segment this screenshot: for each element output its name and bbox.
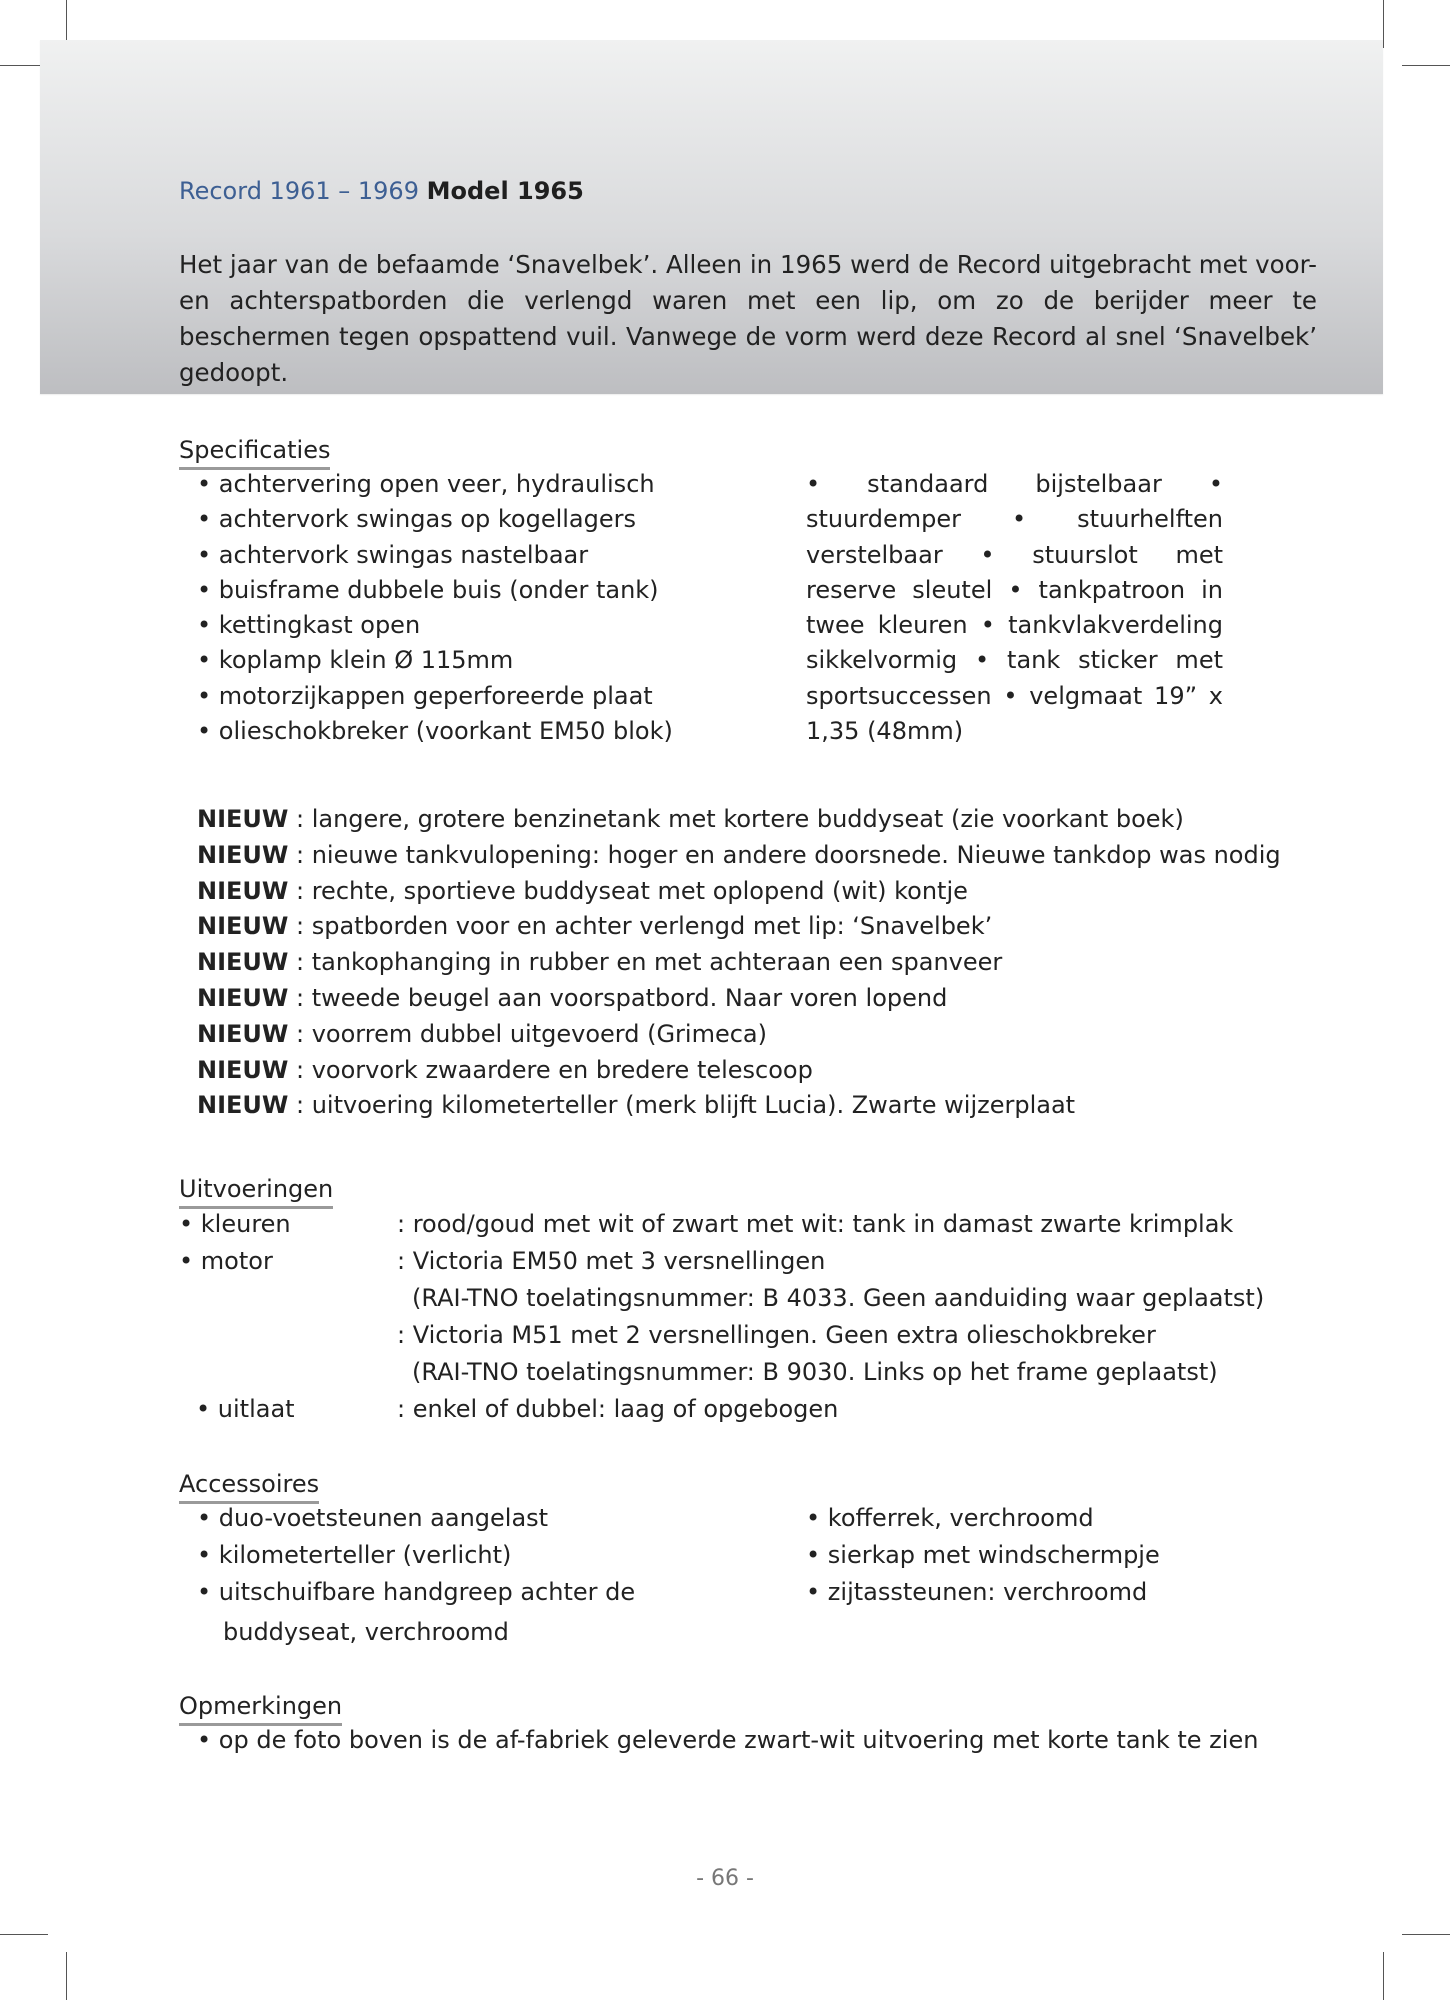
list-item: NIEUW : nieuwe tankvulopening: hoger en andere doorsnede. Nieuwe tankdop was nodig [197,840,1281,869]
intro-paragraph: Het jaar van de befaamde ‘Snavelbek’. Alleen in 1965 werd de Record uitgebracht met voor- en achterspatborden die verlengd waren met een lip, om zo de berijder meer te beschermen tegen opspattend vuil. Vanwege de vorm werd deze Record al snel ‘Snavelbek’ gedoopt. [179,250,1317,387]
nieuw-label: NIEUW [197,912,289,941]
nieuw-label: NIEUW [197,1091,289,1120]
accessoires-list-right [806,1500,1160,1611]
spec-list-left [197,467,673,749]
list-item: • koplamp klein Ø 115mm [197,643,673,678]
list-item: NIEUW : spatborden voor en achter verlengd met lip: ‘Snavelbek’ [197,912,993,941]
list-item: • motorzijkappen geperforeerde plaat [197,679,673,714]
row-label: • kleuren [179,1210,291,1238]
page-title [179,175,584,207]
nieuw-label: NIEUW [197,948,289,977]
nieuw-label: NIEUW [197,983,289,1012]
section-heading-uitvoeringen: Uitvoeringen [179,1173,333,1209]
row-value: (RAI-TNO toelatingsnummer: B 4033. Geen aanduiding waar geplaatst) [412,1284,1265,1312]
accessoires-list-left [197,1500,635,1651]
list-item: NIEUW : voorvork zwaardere en bredere telescoop [197,1055,813,1084]
list-item: • duo-voetsteunen aangelast [197,1500,635,1537]
section-heading-specificaties: Specificaties [179,434,330,470]
crop-mark-bottom-left-h [0,1934,48,1935]
list-item: • achtervork swingas nastelbaar [197,538,673,573]
nieuw-label: NIEUW [197,805,289,833]
list-item: • kofferrek, verchroomd [806,1500,1160,1537]
page-number: - 66 - [696,1866,754,1891]
list-item: • sierkap met windschermpje [806,1537,1160,1574]
list-item: NIEUW : tankophanging in rubber en met achteraan een spanveer [197,948,1003,977]
title-model: Model 1965 [426,177,584,205]
nieuw-label: NIEUW [197,1055,289,1084]
section-heading-accessoires: Accessoires [179,1468,319,1504]
crop-mark-top-right-v [1383,0,1384,48]
list-item: • kilometerteller (verlicht) [197,1537,635,1574]
crop-mark-bottom-right-h [1402,1934,1450,1935]
spec-list-right: • standaard bijstelbaar • stuurdemper • stuurhelften verstelbaar • stuurslot met reserve sleutel • tankpatroon in twee kleuren • tankvlakverdeling sikkelvormig • tank sticker met sportsuccessen • velgmaat 19” x 1,35 (48mm) [806,470,1223,746]
row-value: : Victoria M51 met 2 versnellingen. Geen extra olieschokbreker [397,1321,1156,1349]
crop-mark-bottom-right-v [1383,1952,1384,2000]
list-item: • kettingkast open [197,608,673,643]
list-item: • uitschuifbare handgreep achter de [197,1574,635,1611]
row-label: • motor [179,1247,273,1275]
list-item: • achtervering open veer, hydraulisch [197,467,673,502]
list-item: • achtervork swingas op kogellagers [197,502,673,537]
crop-mark-top-right-h [1402,65,1450,66]
row-value: (RAI-TNO toelatingsnummer: B 9030. Links op het frame geplaatst) [412,1358,1218,1386]
list-item: NIEUW : voorrem dubbel uitgevoerd (Grimeca) [197,1019,767,1048]
list-item: NIEUW : tweede beugel aan voorspatbord. Naar voren lopend [197,983,948,1012]
list-item-continuation: buddyseat, verchroomd [223,1618,509,1646]
list-item: NIEUW : rechte, sportieve buddyseat met oplopend (wit) kontje [197,876,968,905]
row-value: : enkel of dubbel: laag of opgebogen [397,1395,839,1423]
nieuw-list [197,802,1281,1124]
list-item: • zijtassteunen: verchroomd [806,1574,1160,1611]
list-item: NIEUW : uitvoering kilometerteller (merk blijft Lucia). Zwarte wijzerplaat [197,1091,1076,1120]
title-range: Record 1961 – 1969 [179,177,419,205]
list-item: NIEUW : langere, grotere benzinetank met kortere buddyseat (zie voorkant boek) [197,805,1184,833]
section-heading-opmerkingen: Opmerkingen [179,1690,342,1726]
row-value: : rood/goud met wit of zwart met wit: tank in damast zwarte krimplak [397,1210,1234,1238]
nieuw-label: NIEUW [197,840,289,869]
nieuw-label: NIEUW [197,1019,289,1048]
nieuw-label: NIEUW [197,876,289,905]
crop-mark-bottom-left-v [66,1952,67,2000]
list-item: • buisframe dubbele buis (onder tank) [197,573,673,608]
list-item: • olieschokbreker (voorkant EM50 blok) [197,714,673,749]
row-value: : Victoria EM50 met 3 versnellingen [397,1247,826,1275]
opmerkingen-list [197,1722,1258,1759]
list-item: • op de foto boven is de af-fabriek geleverde zwart-wit uitvoering met korte tank te zien [197,1722,1258,1759]
row-label: • uitlaat [196,1395,295,1423]
